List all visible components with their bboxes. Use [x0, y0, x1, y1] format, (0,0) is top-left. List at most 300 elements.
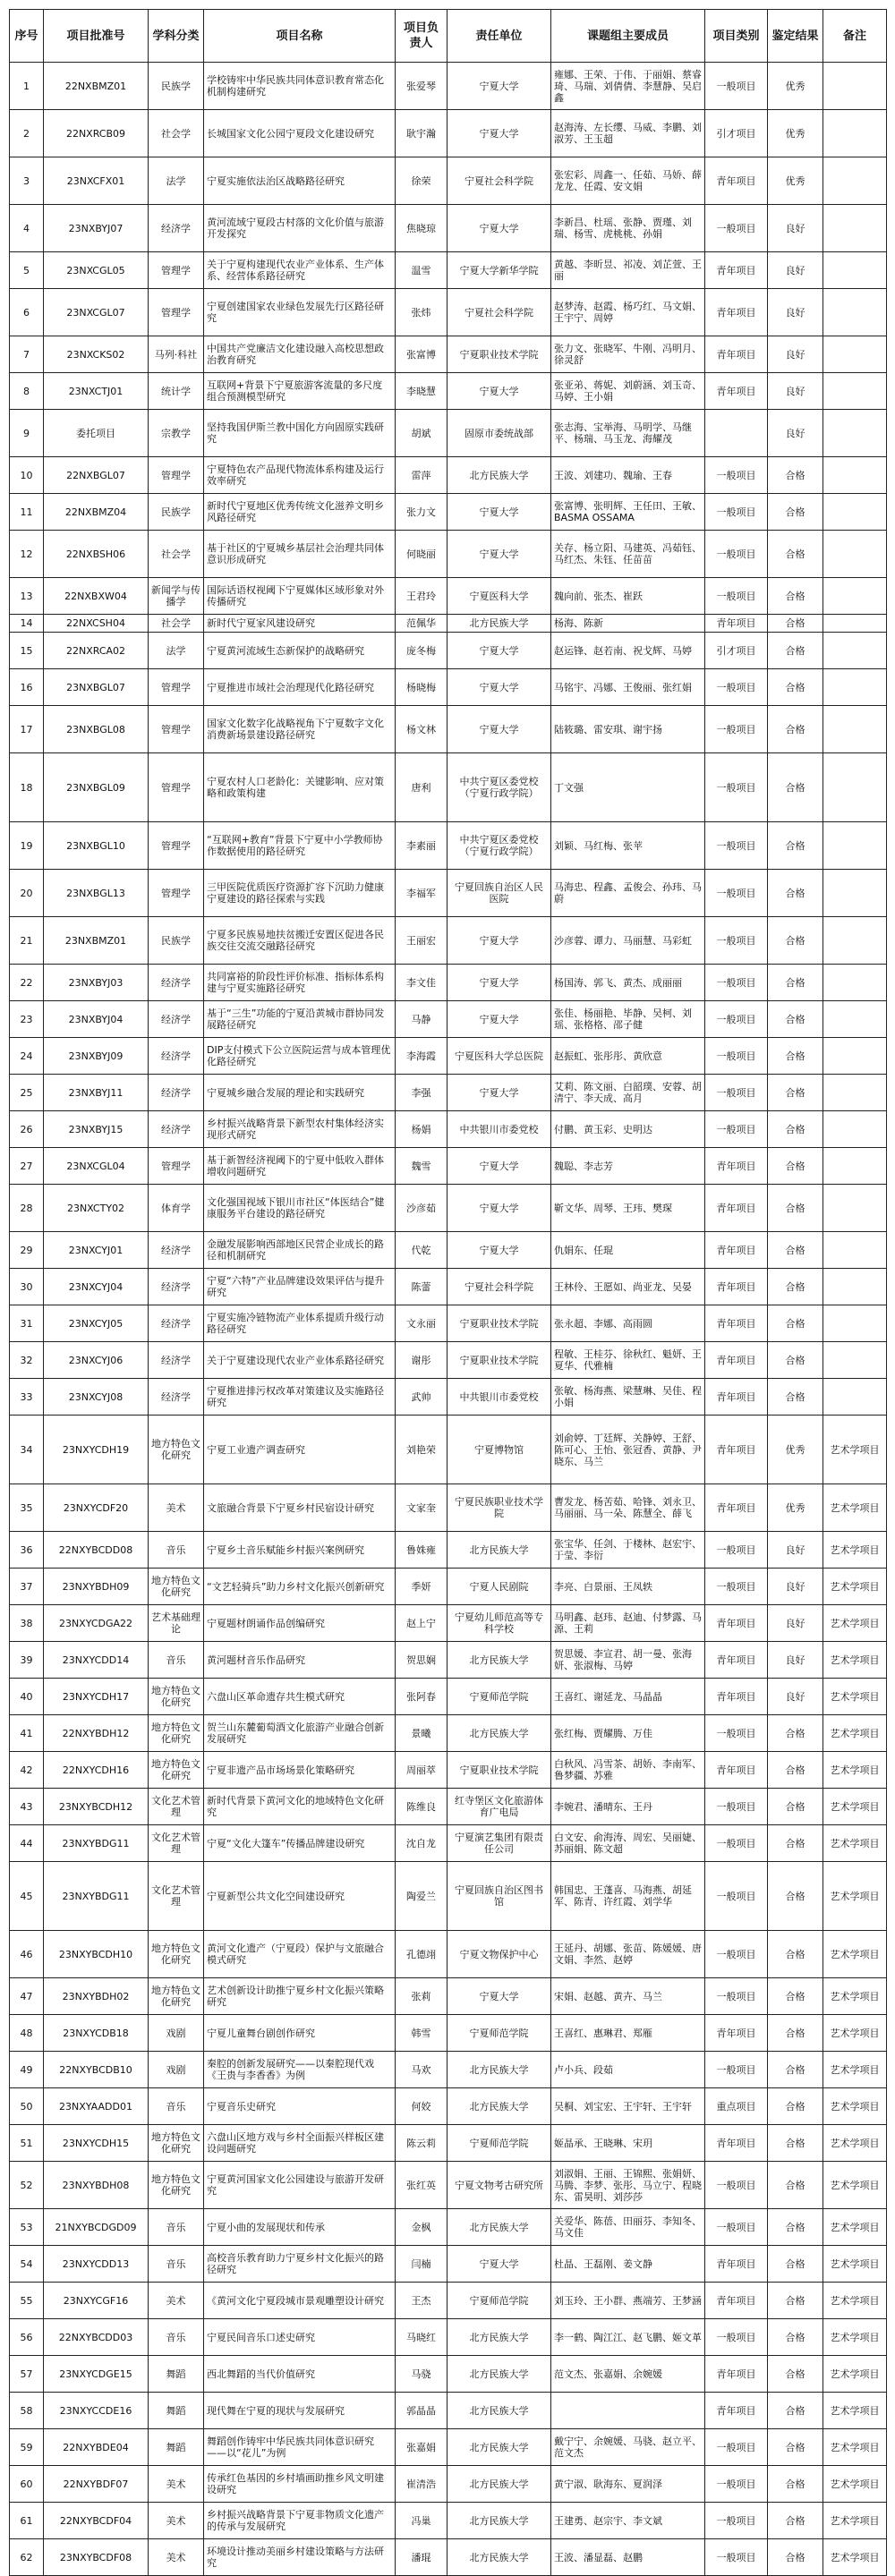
cell-note: [823, 615, 887, 633]
cell-leader: 何晓丽: [396, 531, 448, 578]
cell-project-name: 六盘山区地方戏与乡村全面振兴样板区建设问题研究: [204, 2125, 396, 2162]
cell-members: 丁文强: [551, 753, 705, 822]
cell-no: 59: [10, 2429, 44, 2466]
cell-project-name: 文旅融合背景下宁夏乡村民宿设计研究: [204, 1484, 396, 1532]
cell-leader: 贺思娴: [396, 1642, 448, 1679]
cell-note: [823, 1269, 887, 1305]
cell-unit: 宁夏大学: [448, 917, 551, 965]
cell-leader: 范佩华: [396, 615, 448, 633]
table-row: [10, 1862, 887, 1931]
cell-unit: 宁夏大学: [448, 669, 551, 706]
header-subject: 学科分类: [149, 10, 204, 63]
cell-subject: 管理学: [149, 870, 204, 917]
cell-subject: 音乐: [149, 2319, 204, 2356]
cell-members: 张佳、杨丽艳、毕静、吴柯、刘瑶、张格格、邵子健: [551, 1001, 705, 1038]
cell-note: 艺术学项目: [823, 1752, 887, 1789]
cell-result: 良好: [768, 289, 823, 336]
cell-project-name: 基于社区的宁夏城乡基层社会治理共同体意识形成研究: [204, 531, 396, 578]
cell-category: 一般项目: [705, 1825, 768, 1862]
cell-no: 26: [10, 1111, 44, 1148]
cell-approval-no: 23NXYCDB18: [44, 2015, 149, 2052]
cell-result: 良好: [768, 1532, 823, 1569]
cell-approval-no: 23NXYBCDH10: [44, 1931, 149, 1978]
table-row: [10, 457, 887, 494]
cell-no: 58: [10, 2393, 44, 2429]
cell-category: 青年项目: [705, 1305, 768, 1342]
cell-category: 青年项目: [705, 2393, 768, 2429]
cell-project-name: 金融发展影响西部地区民营企业成长的路径和机制研究: [204, 1232, 396, 1269]
cell-note: 艺术学项目: [823, 2052, 887, 2088]
cell-no: 40: [10, 1679, 44, 1715]
cell-members: 张富博、张明辉、王任田、王敏、BASMA OSSAMA: [551, 494, 705, 531]
cell-note: [823, 1075, 887, 1111]
cell-members: 魏向前、张杰、崔跃: [551, 578, 705, 615]
cell-approval-no: 23NXYBCDF08: [44, 2539, 149, 2576]
table-row: [10, 1379, 887, 1416]
cell-subject: 民族学: [149, 63, 204, 110]
cell-result: 合格: [768, 1825, 823, 1862]
cell-result: 合格: [768, 2283, 823, 2319]
cell-result: 合格: [768, 1752, 823, 1789]
cell-unit: 宁夏大学: [448, 205, 551, 252]
cell-project-name: 艺术创新设计助推宁夏乡村文化振兴策略研究: [204, 1978, 396, 2015]
cell-result: 优秀: [768, 1484, 823, 1532]
cell-no: 62: [10, 2539, 44, 2576]
cell-approval-no: 23NXBGL13: [44, 870, 149, 917]
cell-unit: 宁夏文物考古研究所: [448, 2162, 551, 2209]
cell-leader: 文家奎: [396, 1484, 448, 1532]
cell-category: 一般项目: [705, 1532, 768, 1569]
cell-unit: 宁夏职业技术学院: [448, 1752, 551, 1789]
cell-leader: 雷萍: [396, 457, 448, 494]
cell-category: 青年项目: [705, 1185, 768, 1232]
cell-subject: 音乐: [149, 2246, 204, 2283]
cell-unit: 中共银川市委党校: [448, 1379, 551, 1416]
cell-leader: 王丽宏: [396, 917, 448, 965]
cell-no: 24: [10, 1038, 44, 1075]
cell-unit: 宁夏医科大学: [448, 578, 551, 615]
cell-leader: 刘艳荣: [396, 1416, 448, 1484]
cell-result: 合格: [768, 1185, 823, 1232]
cell-result: 良好: [768, 205, 823, 252]
cell-result: 合格: [768, 917, 823, 965]
cell-no: 54: [10, 2246, 44, 2283]
cell-note: 艺术学项目: [823, 1484, 887, 1532]
cell-unit: 宁夏大学: [448, 531, 551, 578]
cell-leader: 赵上宁: [396, 1605, 448, 1642]
cell-leader: 陈维良: [396, 1789, 448, 1825]
cell-note: 艺术学项目: [823, 2246, 887, 2283]
cell-members: 杨国涛、郭飞、黄杰、成丽丽: [551, 965, 705, 1001]
cell-no: 50: [10, 2088, 44, 2125]
cell-members: 白秋风、冯雪茶、胡娇、李南军、鲁梦疆、苏雅: [551, 1752, 705, 1789]
cell-leader: 庞冬梅: [396, 633, 448, 669]
cell-members: 张力文、张晓军、牛刚、冯明月、徐灵舒: [551, 336, 705, 373]
cell-result: 合格: [768, 1232, 823, 1269]
cell-no: 15: [10, 633, 44, 669]
cell-unit: 北方民族大学: [448, 2052, 551, 2088]
cell-project-name: 黄河文化遗产（宁夏段）保护与文旅融合模式研究: [204, 1931, 396, 1978]
cell-members: 韩国忠、王蓬喜、马海燕、胡延军、陈青、许红霞、刘学华: [551, 1862, 705, 1931]
cell-subject: 管理学: [149, 457, 204, 494]
cell-result: 良好: [768, 410, 823, 457]
cell-note: 艺术学项目: [823, 2393, 887, 2429]
cell-no: 61: [10, 2503, 44, 2539]
cell-note: 艺术学项目: [823, 2429, 887, 2466]
cell-no: 31: [10, 1305, 44, 1342]
cell-category: 一般项目: [705, 1569, 768, 1605]
cell-project-name: 宁夏儿童舞台剧创作研究: [204, 2015, 396, 2052]
cell-unit: 宁夏幼儿师范高等专科学校: [448, 1605, 551, 1642]
cell-no: 44: [10, 1825, 44, 1862]
cell-result: 合格: [768, 1001, 823, 1038]
cell-no: 49: [10, 2052, 44, 2088]
cell-project-name: 宁夏黄河流域生态新保护的战略研究: [204, 633, 396, 669]
cell-approval-no: 22NXRCA02: [44, 633, 149, 669]
cell-project-name: “文艺轻骑兵”助力乡村文化振兴创新研究: [204, 1569, 396, 1605]
cell-leader: 耿宇瀚: [396, 110, 448, 157]
cell-subject: 法学: [149, 633, 204, 669]
table-row: [10, 1075, 887, 1111]
cell-project-name: “互联网+教育”背景下宁夏中小学教师协作数据使用的路径研究: [204, 822, 396, 870]
cell-category: 一般项目: [705, 1862, 768, 1931]
cell-unit: 中共宁夏区委党校（宁夏行政学院）: [448, 753, 551, 822]
cell-result: 合格: [768, 1148, 823, 1185]
cell-result: 合格: [768, 2209, 823, 2246]
cell-project-name: 黄河题材音乐作品研究: [204, 1642, 396, 1679]
table-row: [10, 2246, 887, 2283]
cell-unit: 北方民族大学: [448, 2209, 551, 2246]
cell-unit: 宁夏大学: [448, 706, 551, 753]
cell-members: 马海忠、程鑫、孟俊会、孙玮、马蔚: [551, 870, 705, 917]
cell-subject: 管理学: [149, 753, 204, 822]
table-body: [10, 63, 887, 2576]
cell-result: 良好: [768, 1642, 823, 1679]
cell-unit: 宁夏博物馆: [448, 1416, 551, 1484]
cell-members: 王波、刘建功、魏瑜、王春: [551, 457, 705, 494]
cell-subject: 马列·科社: [149, 336, 204, 373]
cell-members: 王喜红、惠琳君、郑雁: [551, 2015, 705, 2052]
cell-category: 青年项目: [705, 615, 768, 633]
cell-unit: 宁夏师范学院: [448, 2125, 551, 2162]
cell-unit: 北方民族大学: [448, 2539, 551, 2576]
table-row: [10, 1605, 887, 1642]
cell-subject: 舞蹈: [149, 2393, 204, 2429]
cell-no: 3: [10, 157, 44, 205]
table-row: [10, 1752, 887, 1789]
cell-unit: 宁夏大学新华学院: [448, 252, 551, 289]
cell-subject: 社会学: [149, 615, 204, 633]
cell-members: 戴宁宁、余婉媛、马骁、赵立平、范文杰: [551, 2429, 705, 2466]
cell-unit: 中共宁夏区委党校（宁夏行政学院）: [448, 822, 551, 870]
cell-no: 5: [10, 252, 44, 289]
cell-result: 合格: [768, 1978, 823, 2015]
cell-approval-no: 23NXCTJ01: [44, 373, 149, 410]
cell-approval-no: 23NXCYJ04: [44, 1269, 149, 1305]
cell-no: 22: [10, 965, 44, 1001]
cell-unit: 北方民族大学: [448, 457, 551, 494]
cell-note: [823, 706, 887, 753]
cell-members: 靳文华、周琴、王玮、樊琛: [551, 1185, 705, 1232]
cell-no: 33: [10, 1379, 44, 1416]
cell-no: 13: [10, 578, 44, 615]
cell-approval-no: 23NXYCDD13: [44, 2246, 149, 2283]
cell-approval-no: 22NXYBDF07: [44, 2466, 149, 2503]
cell-subject: 宗教学: [149, 410, 204, 457]
cell-approval-no: 23NXBMZ01: [44, 917, 149, 965]
cell-unit: 宁夏演艺集团有限责任公司: [448, 1825, 551, 1862]
cell-note: [823, 252, 887, 289]
cell-category: 一般项目: [705, 1789, 768, 1825]
cell-no: 34: [10, 1416, 44, 1484]
table-row: [10, 1569, 887, 1605]
cell-no: 39: [10, 1642, 44, 1679]
cell-category: 重点项目: [705, 2088, 768, 2125]
cell-project-name: 宁夏“文化大篷车”传播品牌建设研究: [204, 1825, 396, 1862]
cell-leader: 张力文: [396, 494, 448, 531]
cell-result: 合格: [768, 2088, 823, 2125]
cell-no: 37: [10, 1569, 44, 1605]
cell-members: 范文杰、张嘉娟、余婉媛: [551, 2356, 705, 2393]
cell-no: 8: [10, 373, 44, 410]
cell-no: 35: [10, 1484, 44, 1532]
cell-project-name: 宁夏实施冷链物流产业体系提质升级行动路径研究: [204, 1305, 396, 1342]
table-row: [10, 373, 887, 410]
cell-result: 优秀: [768, 157, 823, 205]
cell-subject: 经济学: [149, 205, 204, 252]
cell-unit: 宁夏师范学院: [448, 2015, 551, 2052]
cell-project-name: 宁夏黄河国家文化公园建设与旅游开发研究: [204, 2162, 396, 2209]
cell-note: [823, 753, 887, 822]
cell-category: 青年项目: [705, 1148, 768, 1185]
cell-no: 55: [10, 2283, 44, 2319]
cell-category: [705, 410, 768, 457]
cell-no: 21: [10, 917, 44, 965]
table-row: [10, 1931, 887, 1978]
cell-leader: 李福军: [396, 870, 448, 917]
cell-category: 一般项目: [705, 1715, 768, 1752]
cell-leader: 闫楠: [396, 2246, 448, 2283]
table-row: [10, 1038, 887, 1075]
cell-approval-no: 22NXBMZ01: [44, 63, 149, 110]
cell-unit: 宁夏师范学院: [448, 1679, 551, 1715]
cell-result: 合格: [768, 1715, 823, 1752]
cell-unit: 宁夏大学: [448, 110, 551, 157]
cell-project-name: 宁夏题材朗诵作品创编研究: [204, 1605, 396, 1642]
cell-no: 36: [10, 1532, 44, 1569]
cell-result: 合格: [768, 1379, 823, 1416]
cell-no: 11: [10, 494, 44, 531]
cell-category: 一般项目: [705, 917, 768, 965]
cell-leader: 马晓红: [396, 2319, 448, 2356]
cell-approval-no: 22NXRCB09: [44, 110, 149, 157]
cell-note: [823, 205, 887, 252]
cell-project-name: 秦腔的创新发展研究——以秦腔现代戏《王贵与李香香》为例: [204, 2052, 396, 2088]
cell-no: 45: [10, 1862, 44, 1931]
cell-subject: 经济学: [149, 1111, 204, 1148]
cell-approval-no: 23NXYCDF20: [44, 1484, 149, 1532]
cell-leader: 焦晓琼: [396, 205, 448, 252]
cell-result: 合格: [768, 1931, 823, 1978]
cell-leader: 金枫: [396, 2209, 448, 2246]
cell-no: 32: [10, 1342, 44, 1379]
cell-subject: 美术: [149, 1484, 204, 1532]
table-row: [10, 1111, 887, 1148]
cell-subject: 统计学: [149, 373, 204, 410]
cell-subject: 经济学: [149, 1305, 204, 1342]
cell-project-name: 宁夏乡土音乐赋能乡村振兴案例研究: [204, 1532, 396, 1569]
cell-result: 合格: [768, 1862, 823, 1931]
cell-unit: 宁夏大学: [448, 965, 551, 1001]
table-row: [10, 1532, 887, 1569]
cell-members: 宋娟、赵越、黄卉、马兰: [551, 1978, 705, 2015]
cell-category: 一般项目: [705, 1111, 768, 1148]
cell-note: 艺术学项目: [823, 2539, 887, 2576]
cell-approval-no: 22NXYBDH12: [44, 1715, 149, 1752]
cell-note: 艺术学项目: [823, 1825, 887, 1862]
cell-unit: 宁夏大学: [448, 1978, 551, 2015]
cell-category: 一般项目: [705, 1038, 768, 1075]
cell-category: 一般项目: [705, 2466, 768, 2503]
cell-project-name: 新时代宁夏地区优秀传统文化滋养文明乡风路径研究: [204, 494, 396, 531]
table-row: [10, 917, 887, 965]
cell-note: [823, 1342, 887, 1379]
cell-leader: 李晓慧: [396, 373, 448, 410]
cell-note: 艺术学项目: [823, 2356, 887, 2393]
cell-result: 合格: [768, 1111, 823, 1148]
cell-result: 合格: [768, 2319, 823, 2356]
cell-subject: 美术: [149, 2503, 204, 2539]
cell-approval-no: 23NXCYJ08: [44, 1379, 149, 1416]
cell-unit: 北方民族大学: [448, 2503, 551, 2539]
cell-approval-no: 23NXBGL08: [44, 706, 149, 753]
cell-approval-no: 23NXBYJ11: [44, 1075, 149, 1111]
cell-project-name: 宁夏实施依法治区战略路径研究: [204, 157, 396, 205]
cell-category: 一般项目: [705, 669, 768, 706]
header-leader: 项目负责人: [396, 10, 448, 63]
cell-no: 4: [10, 205, 44, 252]
cell-members: 王林伶、王愿如、尚亚龙、吴晏: [551, 1269, 705, 1305]
cell-members: 马铭宇、冯娜、王俊丽、张红娟: [551, 669, 705, 706]
cell-members: 赵海涛、左长缨、马威、李鹏、刘淑芳、王玉超: [551, 110, 705, 157]
cell-members: 吴桐、刘宝宏、王宇轩、王宇轩: [551, 2088, 705, 2125]
cell-category: 青年项目: [705, 252, 768, 289]
cell-members: 赵运锋、赵若南、祝戈辉、马婷: [551, 633, 705, 669]
cell-members: 雍娜、王荣、于伟、于丽娟、蔡睿琦、马瑞、刘倩倩、李慧静、吴启鑫: [551, 63, 705, 110]
cell-members: 魏聪、李志芳: [551, 1148, 705, 1185]
cell-note: [823, 822, 887, 870]
cell-note: 艺术学项目: [823, 1715, 887, 1752]
cell-category: 青年项目: [705, 1232, 768, 1269]
table-row: [10, 965, 887, 1001]
cell-category: 一般项目: [705, 2503, 768, 2539]
cell-category: 一般项目: [705, 63, 768, 110]
cell-no: 20: [10, 870, 44, 917]
cell-no: 12: [10, 531, 44, 578]
cell-approval-no: 22NXCSH04: [44, 615, 149, 633]
cell-project-name: DIP支付模式下公立医院运营与成本管理优化路径研究: [204, 1038, 396, 1075]
header-no: 序号: [10, 10, 44, 63]
table-row: [10, 633, 887, 669]
cell-result: 良好: [768, 1605, 823, 1642]
cell-unit: 北方民族大学: [448, 2356, 551, 2393]
cell-note: [823, 669, 887, 706]
cell-subject: 地方特色文化研究: [149, 1931, 204, 1978]
cell-members: 陆筱璐、雷安琪、谢宇扬: [551, 706, 705, 753]
cell-approval-no: 22NXYCDH16: [44, 1752, 149, 1789]
cell-no: 47: [10, 1978, 44, 2015]
cell-approval-no: 23NXYCDH19: [44, 1416, 149, 1484]
table-row: [10, 1789, 887, 1825]
cell-no: 10: [10, 457, 44, 494]
cell-unit: 宁夏大学: [448, 1075, 551, 1111]
cell-members: 付鹏、黄玉彩、史明达: [551, 1111, 705, 1148]
cell-approval-no: 23NXCFX01: [44, 157, 149, 205]
cell-leader: 崔清浩: [396, 2466, 448, 2503]
cell-leader: 杨晓梅: [396, 669, 448, 706]
cell-leader: 陈云莉: [396, 2125, 448, 2162]
table-row: [10, 1185, 887, 1232]
cell-category: 青年项目: [705, 2125, 768, 2162]
cell-unit: 宁夏大学: [448, 2246, 551, 2283]
cell-approval-no: 23NXBYJ07: [44, 205, 149, 252]
cell-project-name: 宁夏农村人口老龄化：关键影响、应对策略和政策构建: [204, 753, 396, 822]
cell-subject: 地方特色文化研究: [149, 1416, 204, 1484]
cell-approval-no: 委托项目: [44, 410, 149, 457]
cell-result: 合格: [768, 1075, 823, 1111]
cell-note: [823, 917, 887, 965]
cell-subject: 戏剧: [149, 2052, 204, 2088]
cell-project-name: 学校铸牢中华民族共同体意识教育常态化机制构建研究: [204, 63, 396, 110]
cell-leader: 陶爱兰: [396, 1862, 448, 1931]
header-members: 课题组主要成员: [551, 10, 705, 63]
cell-category: 引才项目: [705, 633, 768, 669]
cell-members: 刘俞婷、丁廷辉、关静婷、王舒、陈可心、王怡、张冠香、黄静、尹晓东、马兰: [551, 1416, 705, 1484]
cell-members: 关存、杨立阳、马建英、冯茹钰、马红杰、朱钰、任苗苗: [551, 531, 705, 578]
cell-approval-no: 23NXBGL10: [44, 822, 149, 870]
cell-unit: 宁夏人民剧院: [448, 1569, 551, 1605]
table-row: [10, 2209, 887, 2246]
table-row: [10, 2319, 887, 2356]
cell-leader: 周丽萃: [396, 1752, 448, 1789]
cell-project-name: 关于宁夏构建现代农业产业体系、生产体系、经营体系路径研究: [204, 252, 396, 289]
cell-note: [823, 494, 887, 531]
cell-leader: 景曦: [396, 1715, 448, 1752]
cell-note: [823, 289, 887, 336]
table-row: [10, 1715, 887, 1752]
cell-category: 青年项目: [705, 1642, 768, 1679]
table-row: [10, 1148, 887, 1185]
cell-note: 艺术学项目: [823, 1679, 887, 1715]
cell-project-name: 宁夏多民族易地扶贫搬迁安置区促进各民族交往交流交融路径研究: [204, 917, 396, 965]
table-row: [10, 2088, 887, 2125]
cell-no: 60: [10, 2466, 44, 2503]
cell-result: 合格: [768, 1269, 823, 1305]
cell-unit: 宁夏大学: [448, 1185, 551, 1232]
cell-category: 一般项目: [705, 457, 768, 494]
cell-members: 仇娟东、任琨: [551, 1232, 705, 1269]
cell-members: 张宝华、任剑、于楼林、赵宏宇、于莹、李衍: [551, 1532, 705, 1569]
cell-members: 赵梦涛、赵霞、杨巧红、马文娟、王宇宁、周婷: [551, 289, 705, 336]
cell-approval-no: 22NXBGL07: [44, 457, 149, 494]
cell-unit: 北方民族大学: [448, 1532, 551, 1569]
cell-members: 刘淑娟、王丽、王锦熙、张娟妍、马腾、李梦、张彤、马立宁、程晓东、雷昊明、刘莎莎: [551, 2162, 705, 2209]
cell-project-name: 宁夏创建国家农业绿色发展先行区路径研究: [204, 289, 396, 336]
cell-result: 合格: [768, 669, 823, 706]
cell-approval-no: 23NXCYJ05: [44, 1305, 149, 1342]
cell-result: 合格: [768, 2503, 823, 2539]
cell-subject: 美术: [149, 2466, 204, 2503]
